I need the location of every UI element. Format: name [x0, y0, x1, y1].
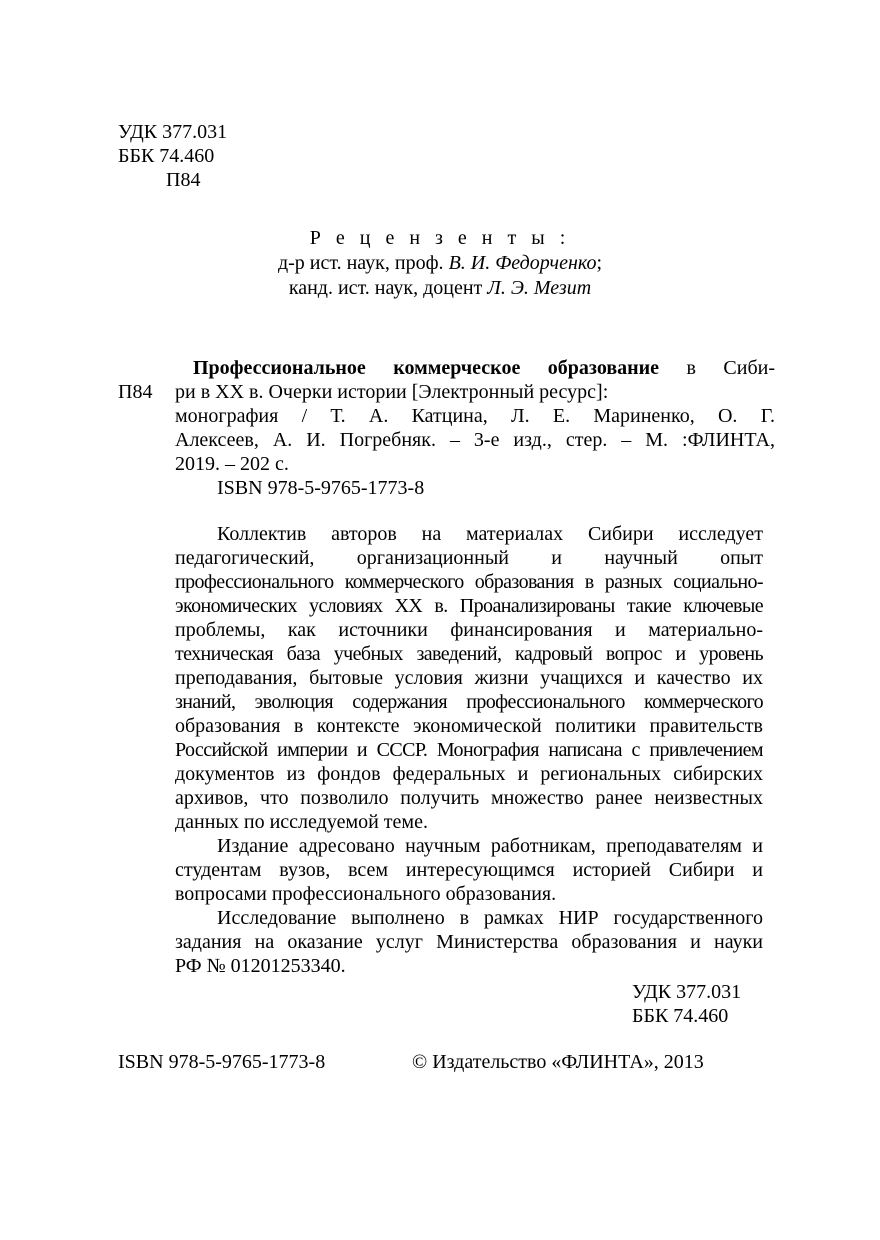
- biblio-line-3: монография / Т. А. Катцина, Л. Е. Мариненко, О. Г.: [175, 405, 775, 427]
- reviewer-2: [0, 276, 880, 301]
- reviewer-1-name: В. И. Федорченко: [448, 252, 597, 274]
- reviewer-2-title: канд. ист. наук, доцент: [288, 277, 483, 299]
- annotation-line: студентам вузов, всем интересующимся историей Сибири и: [175, 859, 763, 881]
- annotation-line: вопросами профессионального образования.: [175, 883, 557, 905]
- annotation-line: архивов, что позволило получить множество ранее неизвестных: [175, 787, 763, 809]
- book-title-rest: в Сиби-: [686, 357, 775, 379]
- biblio-isbn: ISBN 978-5-9765-1773-8: [217, 477, 425, 499]
- annotation-line: педагогический, организационный и научный опыт: [175, 547, 763, 569]
- annotation-line: преподавания, бытовые условия жизни учащихся и качество их: [175, 667, 763, 689]
- annotation-line: данных по исследуемой теме.: [175, 811, 428, 833]
- biblio-line-5: 2019. – 202 с.: [175, 453, 289, 475]
- annotation-line: Коллектив авторов на материалах Сибири исследует: [217, 523, 763, 545]
- reviewer-2-name: Л. Э. Мезит: [487, 277, 592, 299]
- annotation-line: проблемы, как источники финансирования и материально-: [175, 619, 763, 641]
- annotation-line: образования в контексте экономической политики правительств: [175, 715, 763, 737]
- reviewer-1: [0, 251, 880, 276]
- bbk-code: ББК 74.460: [118, 145, 215, 167]
- annotation-line: техническая база учебных заведений, кадровый вопрос и уровень: [175, 643, 763, 665]
- bbk-code-bottom: ББК 74.460: [632, 1005, 729, 1027]
- biblio-line-4: Алексеев, А. И. Погребняк. – 3-е изд., стер. – М. :ФЛИНТА,: [175, 429, 775, 451]
- classification-bottom: [632, 980, 741, 1028]
- annotation-line: Издание адресовано научным работникам, преподавателям и: [217, 835, 763, 857]
- bibliographic-description: [175, 356, 775, 500]
- book-title: Профессиональное коммерческое образование: [193, 357, 660, 379]
- udk-code-bottom: УДК 377.031: [632, 981, 742, 1003]
- annotation-line: экономических условиях XX в. Проанализированы такие ключевые: [175, 595, 763, 617]
- biblio-line-2: ри в XX в. Очерки истории [Электронный ресурс]:: [175, 381, 609, 403]
- annotation-line: знаний, эволюция содержания профессионального коммерческого: [175, 691, 763, 713]
- footer-isbn: ISBN 978-5-9765-1773-8: [118, 1051, 326, 1073]
- annotation-line: Российской империи и СССР. Монография написана с привлечением: [175, 739, 763, 761]
- annotation: [175, 522, 763, 978]
- classification-block: [118, 120, 227, 192]
- annotation-line: документов из фондов федеральных и региональных сибирских: [175, 763, 763, 785]
- annotation-line: Исследование выполнено в рамках НИР государственного: [217, 907, 763, 929]
- cutter-code-side: П84: [118, 381, 153, 403]
- annotation-line: задания на оказание услуг Министерства образования и науки: [175, 931, 763, 953]
- biblio-line-1: [175, 356, 775, 380]
- annotation-line: профессионального коммерческого образования в разных социально-: [175, 571, 763, 593]
- reviewer-1-title: д-р ист. наук, проф.: [277, 252, 444, 274]
- udk-code: УДК 377.031: [118, 121, 228, 143]
- reviewers-heading: Р е ц е н з е н т ы :: [309, 227, 571, 249]
- reviewer-1-suffix: ;: [596, 252, 603, 274]
- annotation-line: РФ № 01201253340.: [175, 955, 346, 977]
- footer-copyright: © Издательство «ФЛИНТА», 2013: [412, 1051, 704, 1073]
- reviewers-block: [0, 226, 880, 301]
- cutter-code: П84: [166, 169, 201, 191]
